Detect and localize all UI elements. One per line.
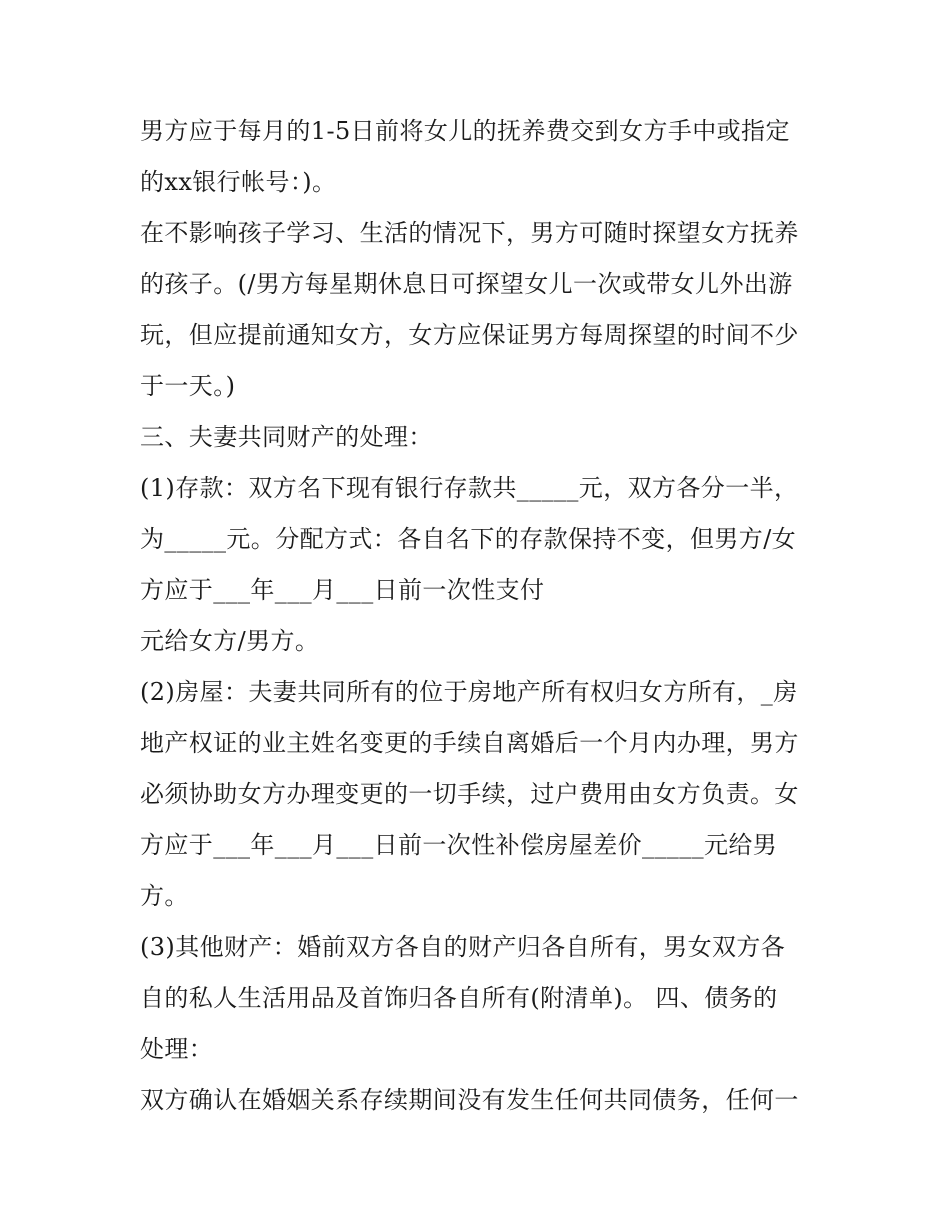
text-line: (3)其他财产：婚前双方各自的财产归各自所有，男女双方各	[140, 933, 786, 961]
text-line: 玩，但应提前通知女方，女方应保证男方每周探望的时间不少	[140, 321, 799, 349]
text-line: 方应于___年___月___日前一次性补偿房屋差价_____元给男	[140, 831, 778, 859]
text-line: (1)存款：双方名下现有银行存款共_____元，双方各分一半，	[140, 474, 799, 502]
text-line: 必须协助女方办理变更的一切手续，过户费用由女方负责。女	[140, 780, 799, 808]
text-line: 处理：	[140, 1035, 214, 1063]
text-line: 男方应于每月的1-5日前将女儿的抚养费交到女方手中或指定	[140, 117, 790, 145]
text-line: 方应于___年___月___日前一次性支付	[140, 576, 545, 604]
text-line: 为_____元。分配方式：各自名下的存款保持不变，但男方/女	[140, 525, 797, 553]
text-line: (2)房屋：夫妻共同所有的位于房地产所有权归女方所有，_房	[140, 678, 798, 706]
text-line: 地产权证的业主姓名变更的手续自离婚后一个月内办理，男方	[140, 729, 799, 757]
text-line: 的孩子。(/男方每星期休息日可探望女儿一次或带女儿外出游	[140, 270, 793, 298]
text-line: 的xx银行帐号：)。	[140, 168, 337, 196]
text-line: 方。	[140, 882, 189, 910]
text-line: 自的私人生活用品及首饰归各自所有(附清单)。 四、债务的	[140, 984, 778, 1012]
text-line: 于一天。)	[140, 372, 236, 400]
section-heading: 三、夫妻共同财产的处理：	[140, 423, 433, 451]
text-line: 双方确认在婚姻关系存续期间没有发生任何共同债务，任何一	[140, 1086, 799, 1114]
text-line: 元给女方/男方。	[140, 627, 320, 655]
document-body	[140, 106, 820, 1126]
text-line: 在不影响孩子学习、生活的情况下，男方可随时探望女方抚养	[140, 219, 799, 247]
